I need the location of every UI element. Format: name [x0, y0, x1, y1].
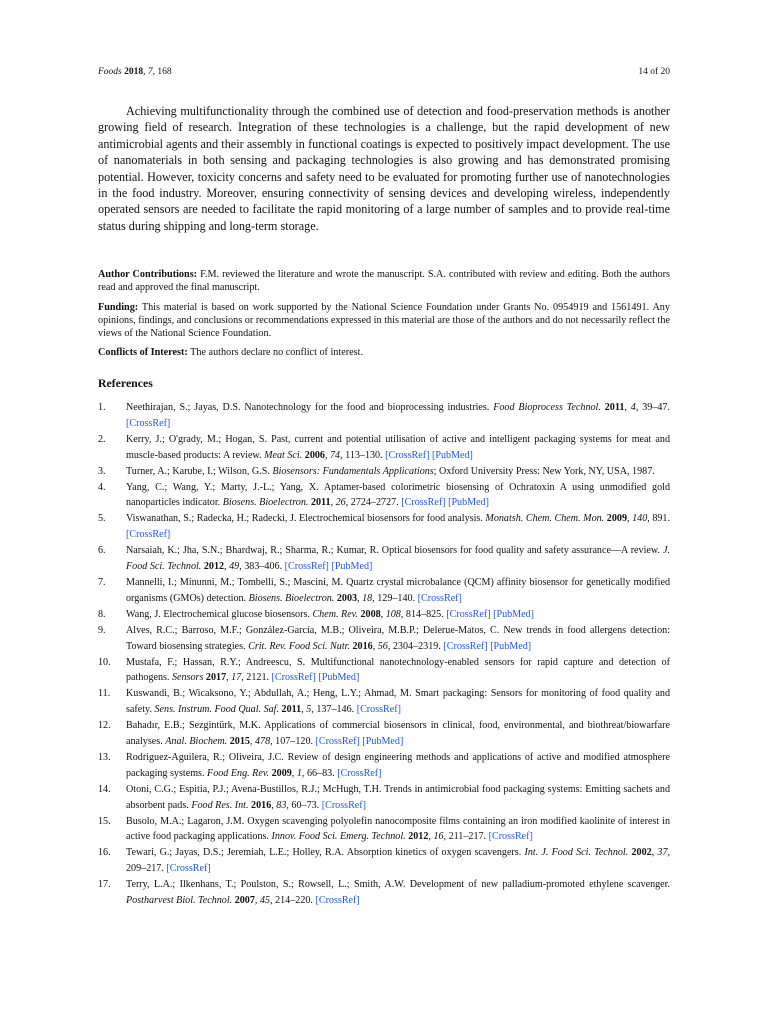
reference-pages: , 137–146.	[311, 704, 355, 716]
body-paragraph: Achieving multifunctionality through the combined use of detection and food-preservation methods is another growing field of research. Integration of these technologies is a challenge, but the rapid development of new antimicrobial agents and their assembly in functional coatings is expected to positively impact development. The use of nanomaterials in both sensing and packaging technologies is also growing and has demonstrated promising potential. However, toxicity concerns and safety need to be evaluated for promoting further use of nanotechnologies in the food industry. Moreover, ensuring connectivity of sensing devices and developing wireless, independently operated sensors are needed to facilitate the rapid monitoring of a large number of samples and to provide real-time status during shipping and long-term storage.	[98, 104, 670, 233]
reference-authors-title: Neethirajan, S.; Jayas, D.S. Nanotechnology for the food and bioprocessing industries.	[126, 402, 490, 413]
reference-item: 17. Terry, L.A.; Ilkenhans, T.; Poulston, S.; Rowsell, L.; Smith, A.W. Development of new palladium-promoted ethylene scavenger. Postharvest Biol. Technol. 2007, 45, 214–220. [CrossRef]	[98, 879, 670, 907]
journal-year: 2018	[124, 67, 144, 77]
reference-authors-title: Turner, A.; Karube, I.; Wilson, G.S.	[126, 465, 270, 477]
journal-name: Foods	[98, 67, 122, 77]
article-number: 168	[157, 67, 172, 77]
reference-pages: , 2724–2727.	[345, 497, 399, 509]
reference-pages: , 214–220.	[270, 895, 313, 907]
reference-pages: , 814–825.	[400, 608, 444, 620]
reference-volume: 26	[335, 497, 346, 509]
reference-pages: , 107–120.	[270, 736, 314, 748]
reference-number: 13.	[98, 751, 111, 763]
reference-number: 7.	[98, 576, 106, 588]
reference-number: 4.	[98, 481, 106, 493]
reference-item: 6. Narsaiah, K.; Jha, S.N.; Bhardwaj, R.; Sharma, R.; Kumar, R. Optical biosensors for food quality and safety assurance—A review. J. Food Sci. Technol. 2012, 49, 383–406. [CrossRef] [PubMed]	[98, 545, 670, 573]
reference-year: 2008	[360, 608, 381, 620]
reference-pages: , 39–47.	[635, 402, 670, 413]
crossref-link[interactable]: [CrossRef]	[315, 736, 360, 748]
reference-volume: 140	[632, 513, 648, 525]
reference-item: 10. Mustafa, F.; Hassan, R.Y.; Andreescu, S. Multifunctional nanotechnology-enabled sensors for rapid capture and detection of pathogens. Sensors 2017, 17, 2121. [CrossRef] [PubMed]	[98, 656, 670, 684]
pubmed-link[interactable]: [PubMed]	[362, 736, 404, 748]
reference-publisher: ; Oxford University Press: New York, NY, USA, 1987.	[433, 465, 655, 477]
pubmed-link[interactable]: [PubMed]	[493, 608, 535, 620]
reference-year: 2016	[251, 799, 272, 811]
reference-authors-title: Mustafa, F.; Hassan, R.Y.; Andreescu, S. Multifunctional nanotechnology-enabled sensors for rapid capture and detection of pathogens.	[126, 656, 670, 684]
reference-year: 2011	[281, 704, 302, 716]
crossref-link[interactable]: [CrossRef]	[271, 672, 316, 684]
reference-pages: , 211–217.	[443, 831, 487, 843]
reference-item: 15. Busolo, M.A.; Lagaron, J.M. Oxygen scavenging polyolefin nanocomposite films containing an iron modified kaolinite of interest in active food packaging applications. Innov. Food Sci. Emerg. Technol. 2012, 16, 211–217. [CrossRef]	[98, 815, 670, 843]
reference-authors-title: Kuswandi, B.; Wicaksono, Y.; Abdullah, A.; Heng, L.Y.; Ahmad, M. Smart packaging: Sensors for monitoring of food quality and safety.	[126, 688, 670, 716]
crossref-link[interactable]: [CrossRef]	[446, 608, 491, 620]
reference-authors-title: Mannelli, I.; Minunni, M.; Tombelli, S.; Mascini, M. Quartz crystal microbalance (QCM) affinity biosensor for genetically modified organisms (GMOs) detection.	[126, 576, 670, 604]
crossref-link[interactable]: [CrossRef]	[126, 417, 171, 429]
reference-pages: , 209–217.	[126, 847, 671, 875]
reference-year: 2016	[352, 640, 373, 652]
reference-volume: 37	[657, 847, 668, 859]
author-contributions-label: Author Contributions:	[98, 269, 198, 280]
reference-journal: Monatsh. Chem. Chem. Mon.	[485, 513, 605, 525]
reference-year: 2015	[229, 736, 250, 748]
reference-authors-title: Terry, L.A.; Ilkenhans, T.; Poulston, S.; Rowsell, L.; Smith, A.W. Development of new palladium-promoted ethylene scavenger.	[126, 879, 670, 891]
running-header	[98, 67, 670, 77]
crossref-link[interactable]: [CrossRef]	[321, 799, 367, 811]
reference-pages: , 2304–2319.	[387, 640, 441, 652]
reference-journal: Food Eng. Rev.	[207, 767, 270, 779]
reference-item: 13. Rodriguez-Aguilera, R.; Oliveira, J.C. Review of design engineering methods and applications of active and modified atmosphere packaging systems. Food Eng. Rev. 2009, 1, 66–83. [CrossRef]	[98, 751, 670, 779]
reference-journal: Biosens. Bioelectron.	[248, 592, 335, 604]
reference-journal: Food Res. Int.	[191, 799, 249, 811]
funding-label: Funding:	[98, 302, 139, 313]
reference-authors-title: Viswanathan, S.; Radecka, H.; Radecki, J. Electrochemical biosensors for food analysis.	[126, 513, 483, 525]
reference-pages: , 66–83.	[301, 767, 335, 779]
reference-journal: Crit. Rev. Food Sci. Nutr.	[248, 640, 350, 652]
pubmed-link[interactable]: [PubMed]	[490, 640, 532, 652]
crossref-link[interactable]: [CrossRef]	[126, 529, 171, 541]
reference-journal: Sensors	[171, 672, 204, 684]
reference-volume: 16	[433, 831, 444, 843]
reference-item: 7. Mannelli, I.; Minunni, M.; Tombelli, S.; Mascini, M. Quartz crystal microbalance (QCM) affinity biosensor for genetically modified organisms (GMOs) detection. Biosens. Bioelectron. 2003, 18, 129–140. [CrossRef]	[98, 576, 670, 604]
reference-authors-title: Kerry, J.; O'grady, M.; Hogan, S. Past, current and potential utilisation of active and intelligent packaging systems for meat and muscle-based products: A review.	[126, 433, 670, 461]
reference-authors-title: Alves, R.C.; Barroso, M.F.; González-García, M.B.; Oliveira, M.B.P.; Delerue-Matos, C. New trends in food allergens detection: Toward biosensing strategies.	[126, 624, 670, 652]
funding-statement	[98, 301, 670, 341]
reference-item: 4. Yang, C.; Wang, Y.; Marty, J.-L.; Yang, X. Aptamer-based colorimetric biosensing of Ochratoxin A using unmodified gold nanoparticles indicator. Biosens. Bioelectron. 2011, 26, 2724–2727. [CrossRef] [PubMed]	[98, 481, 670, 509]
reference-number: 1.	[98, 402, 106, 413]
reference-journal: Meat Sci.	[264, 449, 303, 461]
crossref-link[interactable]: [CrossRef]	[356, 704, 401, 716]
reference-volume: 49	[229, 561, 240, 573]
reference-journal: J. Food Sci. Technol.	[126, 545, 670, 573]
reference-authors-title: Otoni, C.G.; Espitia, P.J.; Avena-Bustillos, R.J.; McHugh, T.H. Trends in antimicrobial food packaging systems: Emitting sachets and absorbent pads.	[126, 783, 670, 811]
reference-volume: 478	[254, 736, 271, 748]
reference-item: 11. Kuswandi, B.; Wicaksono, Y.; Abdullah, A.; Heng, L.Y.; Ahmad, M. Smart packaging: Sensors for monitoring of food quality and safety. Sens. Instrum. Food Qual. Saf. 2011, 5, 137–146. [CrossRef]	[98, 688, 670, 716]
reference-pages: , 383–406.	[239, 561, 283, 573]
pubmed-link[interactable]: [PubMed]	[318, 672, 360, 684]
conflicts-text: The authors declare no conflict of interest.	[190, 347, 364, 358]
author-contributions-text: F.M. reviewed the literature and wrote the manuscript. S.A. contributed with review and editing. Both the authors read and approved the final manuscript.	[98, 269, 671, 294]
conflicts-of-interest	[98, 346, 670, 359]
reference-journal: Int. J. Food Sci. Technol.	[524, 847, 629, 859]
reference-number: 8.	[98, 608, 106, 620]
reference-item: 16. Tewari, G.; Jayas, D.S.; Jeremiah, L.E.; Holley, R.A. Absorption kinetics of oxygen scavengers. Int. J. Food Sci. Technol. 2002, 37, 209–217. [CrossRef]	[98, 847, 671, 875]
reference-volume: 108	[385, 608, 401, 620]
reference-number: 11.	[98, 688, 111, 700]
reference-authors-title: Wang, J. Electrochemical glucose biosensors.	[126, 608, 310, 620]
conflicts-label: Conflicts of Interest:	[98, 347, 188, 358]
reference-number: 16.	[98, 847, 111, 859]
reference-year: 2012	[203, 561, 225, 573]
crossref-link[interactable]: [CrossRef]	[315, 895, 360, 907]
reference-item	[98, 464, 670, 480]
reference-volume: 56	[377, 640, 388, 652]
reference-volume: 18	[362, 592, 373, 604]
reference-pages: , 60–73.	[286, 799, 320, 811]
reference-pages: , 129–140.	[372, 592, 416, 604]
reference-item: 12. Bahadır, E.B.; Sezgintürk, M.K. Applications of commercial biosensors in clinical, food, environmental, and biothreat/biowarfare analyses. Anal. Biochem. 2015, 478, 107–120. [CrossRef] [PubMed]	[98, 720, 670, 748]
pubmed-link[interactable]: [PubMed]	[331, 561, 373, 573]
reference-volume: 45	[259, 895, 271, 907]
reference-item: 14. Otoni, C.G.; Espitia, P.J.; Avena-Bustillos, R.J.; McHugh, T.H. Trends in antimicrobial food packaging systems: Emitting sachets and absorbent pads. Food Res. Int. 2016, 83, 60–73. [CrossRef]	[98, 783, 670, 811]
crossref-link[interactable]: [CrossRef]	[488, 831, 533, 843]
reference-journal: Anal. Biochem.	[165, 736, 228, 748]
reference-authors-title: Yang, C.; Wang, Y.; Marty, J.-L.; Yang, X. Aptamer-based colorimetric biosensing of Ochratoxin A using unmodified gold nanoparticles indicator.	[126, 481, 670, 509]
reference-number: 3.	[98, 465, 106, 477]
reference-year: 2009	[271, 767, 292, 779]
reference-year: 2017	[205, 672, 227, 684]
pubmed-link[interactable]: [PubMed]	[448, 497, 490, 509]
reference-authors-title: Rodriguez-Aguilera, R.; Oliveira, J.C. Review of design engineering methods and applications of active and modified atmosphere packaging systems.	[126, 751, 670, 779]
pubmed-link[interactable]: [PubMed]	[431, 449, 473, 461]
reference-pages: , 113–130.	[340, 449, 383, 461]
reference-number: 5.	[98, 513, 106, 525]
crossref-link[interactable]: [CrossRef]	[337, 767, 382, 779]
reference-year: 2003	[336, 592, 358, 604]
reference-item: 8. Wang, J. Electrochemical glucose biosensors. Chem. Rev. 2008, 108, 814–825. [CrossRef] [PubMed]	[98, 607, 670, 623]
crossref-link[interactable]: [CrossRef]	[166, 863, 211, 875]
reference-number: 10.	[98, 656, 111, 668]
funding-text: This material is based on work supported by the National Science Foundation under Grants No. 0954919 and 1561491. Any opinions, findings, and conclusions or recommendations expressed in this material are those of the authors and do not necessarily reflect the views of the National Science Foundation.	[98, 302, 670, 340]
crossref-link[interactable]: [CrossRef]	[417, 592, 462, 604]
page-number: 14 of 20	[638, 67, 670, 77]
crossref-link[interactable]: [CrossRef]	[443, 640, 488, 652]
reference-authors-title: Bahadır, E.B.; Sezgintürk, M.K. Applications of commercial biosensors in clinical, food, environmental, and biothreat/biowarfare analyses.	[126, 720, 670, 748]
reference-year: 2006	[304, 449, 325, 461]
reference-year: 2002	[631, 847, 652, 859]
journal-citation: Foods 2018, 7, 168	[98, 67, 172, 77]
reference-journal: Food Bioprocess Technol.	[493, 402, 601, 413]
reference-journal: Postharvest Biol. Technol.	[126, 895, 233, 907]
reference-number: 12.	[98, 720, 111, 732]
reference-year: 2011	[310, 497, 331, 509]
reference-volume: 1	[296, 767, 302, 779]
reference-year: 2011	[604, 402, 625, 413]
reference-volume: 5	[306, 704, 312, 716]
reference-item: 9. Alves, R.C.; Barroso, M.F.; González-García, M.B.; Oliveira, M.B.P.; Delerue-Matos, C. New trends in food allergens detection: Toward biosensing strategies. Crit. Rev. Food Sci. Nutr. 2016, 56, 2304–2319. [CrossRef] [PubMed]	[98, 624, 670, 652]
reference-item: 2. Kerry, J.; O'grady, M.; Hogan, S. Past, current and potential utilisation of active and intelligent packaging systems for meat and muscle-based products: A review. Meat Sci. 2006, 74, 113–130. [CrossRef] [PubMed]	[98, 433, 670, 461]
author-contributions	[98, 268, 670, 294]
reference-pages: , 2121.	[241, 672, 270, 684]
reference-item: 5. Viswanathan, S.; Radecka, H.; Radecki, J. Electrochemical biosensors for food analysis. Monatsh. Chem. Chem. Mon. 2009, 140, 891. [CrossRef]	[98, 513, 671, 541]
references-heading: References	[98, 376, 153, 390]
crossref-link[interactable]: [CrossRef]	[284, 561, 329, 573]
crossref-link[interactable]: [CrossRef]	[401, 497, 446, 509]
journal-volume: 7	[147, 67, 153, 77]
reference-year: 2009	[606, 513, 627, 525]
reference-volume: 4	[630, 402, 636, 413]
reference-number: 17.	[98, 879, 111, 891]
reference-authors-title: Tewari, G.; Jayas, D.S.; Jeremiah, L.E.; Holley, R.A. Absorption kinetics of oxygen scavengers.	[126, 847, 522, 859]
reference-item: 1. Neethirajan, S.; Jayas, D.S. Nanotechnology for the food and bioprocessing industries. Food Bioprocess Technol. 2011, 4, 39–47. [CrossRef]	[98, 402, 670, 429]
reference-volume: 74	[330, 449, 341, 461]
reference-volume: 83	[276, 799, 287, 811]
reference-journal: Innov. Food Sci. Emerg. Technol.	[271, 831, 406, 843]
reference-list	[98, 400, 670, 909]
reference-authors-title: Narsaiah, K.; Jha, S.N.; Bhardwaj, R.; Sharma, R.; Kumar, R. Optical biosensors for food quality and safety assurance—A review.	[126, 545, 661, 557]
reference-pages: , 891.	[647, 513, 671, 525]
reference-number: 15.	[98, 815, 111, 827]
reference-journal: Sens. Instrum. Food Qual. Saf.	[154, 704, 279, 716]
reference-journal: Biosens. Bioelectron.	[222, 497, 309, 509]
reference-volume: 17	[231, 672, 242, 684]
crossref-link[interactable]: [CrossRef]	[385, 449, 430, 461]
reference-number: 6.	[98, 545, 106, 557]
reference-year: 2007	[234, 895, 255, 907]
reference-number: 14.	[98, 783, 111, 795]
reference-journal: Chem. Rev.	[312, 608, 358, 620]
reference-year: 2012	[408, 831, 429, 843]
reference-number: 2.	[98, 433, 106, 445]
reference-authors-title: Busolo, M.A.; Lagaron, J.M. Oxygen scavenging polyolefin nanocomposite films containing an iron modified kaolinite of interest in active food packaging applications.	[126, 815, 670, 843]
reference-number: 9.	[98, 624, 106, 636]
reference-journal: Biosensors: Fundamentals Applications	[272, 465, 434, 477]
